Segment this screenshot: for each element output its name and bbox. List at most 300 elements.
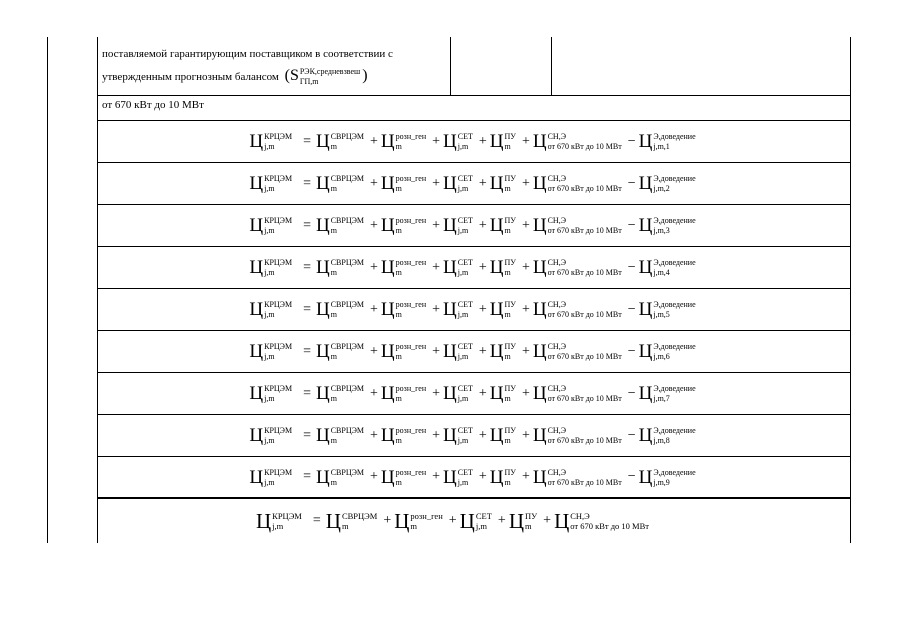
term-sup: СЕТ [457, 300, 473, 309]
term-sub: m [330, 352, 337, 361]
formula-term-3 [443, 384, 476, 403]
term-sup: СЕТ [457, 216, 473, 225]
term-sup: розн_ген [395, 426, 427, 435]
letter: Ц [532, 215, 547, 236]
term-sub: от 670 кВт до 10 МВт [547, 352, 622, 361]
formula-term-6 [639, 468, 699, 487]
formula-term-2 [381, 174, 429, 193]
term-sup: Э,доведение [653, 467, 696, 477]
term-sub: j,m [457, 352, 469, 361]
formula-term-3 [443, 342, 476, 361]
formula-term-2 [381, 300, 429, 319]
formula-term-4 [490, 216, 519, 235]
term-sub: m [504, 394, 511, 403]
term-sub: m [524, 520, 532, 531]
term-sub: m [330, 394, 337, 403]
letter: Ц [249, 257, 264, 278]
letter: Ц [532, 383, 547, 404]
term-sup: СВРЦЭМ [330, 216, 365, 225]
letter: Ц [508, 508, 524, 533]
minus-sign: − [627, 133, 636, 149]
plus-sign: + [521, 427, 530, 443]
formula-term-1 [316, 468, 367, 487]
plus-sign: + [432, 469, 441, 484]
formula-term-2 [394, 508, 446, 533]
term-sub: m [395, 310, 402, 319]
formula-term-4 [490, 258, 519, 277]
term-sup: СН,Э [547, 258, 566, 267]
term-sub: j,m,9 [653, 477, 670, 487]
term-sup: СЕТ [457, 426, 473, 435]
letter: Ц [249, 299, 264, 320]
term-sup: ПУ [504, 258, 516, 267]
letter: Ц [325, 508, 341, 533]
formula-term-6 [639, 258, 699, 277]
term-sub: от 670 кВт до 10 МВт [547, 394, 622, 403]
term-sup: КРЦЭМ [264, 426, 293, 435]
term-sub: m [395, 226, 402, 235]
formula-lhs [249, 132, 295, 151]
formula-term-6 [639, 426, 699, 445]
formula-term-4 [490, 132, 519, 151]
equals-sign: = [303, 427, 311, 443]
letter: Ц [489, 466, 504, 488]
term-sup: СЕТ [457, 174, 473, 183]
formula [98, 415, 850, 456]
minus-sign: − [627, 175, 636, 191]
letter: Ц [315, 131, 330, 152]
formula-term-5 [554, 508, 652, 533]
term-sub: m [504, 184, 511, 193]
plus-sign: + [521, 259, 530, 275]
letter: Ц [532, 257, 547, 278]
letter: Ц [249, 466, 264, 488]
term-sup: СН,Э [547, 342, 566, 351]
table-row-formula [98, 205, 850, 247]
plus-sign: + [383, 513, 392, 528]
term-sup: СЕТ [457, 258, 473, 267]
term-sub: j,m [264, 477, 275, 487]
table-row-formula [98, 121, 850, 163]
column-divider-1 [450, 37, 451, 95]
letter: Ц [380, 173, 395, 194]
symbol-s-gp [285, 65, 368, 87]
term-sub: от 670 кВт до 10 МВт [547, 226, 622, 235]
plus-sign: + [478, 427, 487, 443]
letter: Ц [532, 341, 547, 362]
term-sub: от 670 кВт до 10 МВт [547, 310, 622, 319]
term-sub: m [330, 226, 337, 235]
term-sub: m [504, 226, 511, 235]
letter: Ц [489, 341, 504, 362]
equals-sign: = [303, 259, 311, 275]
letter: Ц [315, 425, 330, 446]
letter: Ц [315, 383, 330, 404]
term-sup: СЕТ [457, 132, 473, 141]
term-sup: СН,Э [570, 510, 590, 521]
term-sup: ПУ [504, 216, 516, 225]
minus-sign: − [627, 301, 636, 317]
term-sup: СВРЦЭМ [330, 426, 365, 435]
letter: Ц [638, 215, 653, 236]
formula-term-4 [508, 508, 540, 533]
term-sub: m [341, 520, 349, 531]
term-sup: ПУ [504, 384, 516, 393]
term-sup: ПУ [504, 174, 516, 183]
plus-sign: + [521, 301, 530, 317]
letter: Ц [249, 131, 264, 152]
plus-sign: + [432, 217, 441, 233]
letter: Ц [315, 466, 330, 488]
minus-sign: − [627, 427, 636, 443]
term-sub: j,m,2 [653, 184, 670, 193]
formula-term-6 [639, 132, 699, 151]
formula-term-3 [443, 468, 476, 487]
formula-term-3 [459, 508, 495, 533]
symbol-scripts [300, 67, 360, 86]
letter: Ц [315, 215, 330, 236]
plus-sign: + [432, 343, 441, 359]
plus-sign: + [432, 133, 441, 149]
table-row-formula [98, 415, 850, 457]
symbol-open: (S [284, 67, 299, 84]
formula-term-3 [443, 258, 476, 277]
formula-lhs [249, 258, 295, 277]
top-row-line2-text: утвержденным прогнозным балансом [102, 71, 279, 83]
formula-term-2 [381, 258, 429, 277]
term-sup: КРЦЭМ [264, 300, 293, 309]
minus-sign: − [627, 259, 636, 275]
plus-sign: + [478, 259, 487, 275]
table-row-section [98, 96, 850, 121]
term-sup: розн_ген [395, 467, 427, 477]
formula-term-4 [490, 468, 519, 487]
formula [98, 457, 850, 497]
formula-term-5 [533, 468, 625, 487]
term-sup: СВРЦЭМ [330, 342, 365, 351]
letter: Ц [489, 257, 504, 278]
term-sup: ПУ [504, 342, 516, 351]
equals-sign: = [312, 513, 321, 528]
term-sub: j,m [264, 184, 275, 193]
term-sub: j,m [264, 268, 275, 277]
letter: Ц [380, 299, 395, 320]
term-sub: j,m [457, 184, 469, 193]
term-sub: m [504, 477, 511, 487]
term-sub: j,m [457, 436, 469, 445]
formula-lhs [249, 426, 295, 445]
term-sup: Э,доведение [653, 258, 696, 267]
letter: Ц [489, 131, 504, 152]
term-sup: розн_ген [395, 174, 427, 183]
term-sub: m [395, 436, 402, 445]
term-sub: m [330, 142, 337, 151]
plus-sign: + [478, 301, 487, 317]
formula-term-1 [316, 342, 367, 361]
term-sup: СН,Э [547, 216, 566, 225]
formula-term-4 [490, 174, 519, 193]
formula-term-1 [316, 132, 367, 151]
formula-term-5 [533, 300, 625, 319]
term-sub: от 670 кВт до 10 МВт [547, 184, 622, 193]
term-sup: СВРЦЭМ [341, 510, 378, 521]
term-sub: j,m,4 [653, 268, 670, 277]
plus-sign: + [370, 175, 378, 191]
term-sup: ПУ [524, 510, 538, 521]
formula-term-2 [381, 384, 429, 403]
term-sub: m [504, 142, 511, 151]
formula-term-3 [443, 426, 476, 445]
term-sub: j,m [457, 394, 469, 403]
term-sup: КРЦЭМ [264, 174, 293, 183]
term-sub: j,m,5 [653, 310, 670, 319]
letter: Ц [380, 425, 395, 446]
plus-sign: + [521, 175, 530, 191]
plus-sign: + [478, 175, 487, 191]
letter: Ц [489, 215, 504, 236]
term-sup: КРЦЭМ [264, 467, 293, 477]
plus-sign: + [432, 175, 441, 191]
term-sup: розн_ген [395, 132, 427, 141]
formula-term-5 [533, 174, 625, 193]
term-sup: СВРЦЭМ [330, 174, 365, 183]
formula [98, 331, 850, 372]
term-sub: j,m [457, 477, 469, 487]
formula-term-5 [533, 132, 625, 151]
formula-term-2 [381, 132, 429, 151]
plus-sign: + [432, 301, 441, 317]
term-sup: Э,доведение [653, 216, 696, 225]
term-sub: от 670 кВт до 10 МВт [547, 142, 622, 151]
term-sup: розн_ген [395, 300, 427, 309]
table-row-final-formula [98, 499, 850, 543]
term-sup: СВРЦЭМ [330, 384, 365, 393]
plus-sign: + [432, 427, 441, 443]
term-sup: СЕТ [457, 384, 473, 393]
term-sup: розн_ген [395, 216, 427, 225]
term-sup: розн_ген [395, 342, 427, 351]
plus-sign: + [370, 301, 378, 317]
table-row-formula [98, 247, 850, 289]
term-sup: КРЦЭМ [264, 258, 293, 267]
term-sub: m [330, 268, 337, 277]
term-sup: ПУ [504, 426, 516, 435]
term-sup: КРЦЭМ [264, 384, 293, 393]
formula-term-4 [490, 342, 519, 361]
formula [98, 289, 850, 330]
formula-term-1 [316, 174, 367, 193]
term-sup: розн_ген [395, 258, 427, 267]
term-sub: m [395, 268, 402, 277]
term-sup: СН,Э [547, 174, 566, 183]
term-sub: j,m [264, 310, 275, 319]
plus-sign: + [478, 343, 487, 359]
term-sub: m [504, 436, 511, 445]
plus-sign: + [521, 469, 530, 484]
term-sup: Э,доведение [653, 342, 696, 351]
term-sup: СВРЦЭМ [330, 467, 365, 477]
top-row-line1: поставляемой гарантирующим поставщиком в соответствии с [102, 48, 393, 60]
letter: Ц [380, 466, 395, 488]
letter: Ц [532, 466, 547, 488]
term-sub: j,m,1 [653, 142, 670, 151]
equals-sign: = [303, 343, 311, 359]
symbol-sub: ГП,m [299, 76, 319, 86]
term-sup: КРЦЭМ [264, 342, 293, 351]
formula [98, 373, 850, 414]
term-sup: СВРЦЭМ [330, 300, 365, 309]
lhs-sup: КРЦЭМ [272, 510, 302, 521]
letter: Ц [443, 173, 457, 194]
letter: Ц [443, 299, 457, 320]
letter: Ц [638, 257, 653, 278]
formula-term-5 [533, 384, 625, 403]
plus-sign: + [370, 469, 378, 484]
equals-sign: = [303, 301, 311, 317]
formula-term-5 [533, 216, 625, 235]
letter: Ц [554, 508, 570, 533]
formula-term-2 [381, 426, 429, 445]
term-sub: j,m [264, 394, 275, 403]
term-sup: СЕТ [457, 467, 473, 477]
tariff-table [97, 37, 851, 543]
term-sub: m [395, 352, 402, 361]
letter: Ц [489, 173, 504, 194]
equals-sign: = [303, 133, 311, 149]
term-sup: СЕТ [457, 342, 473, 351]
letter: Ц [489, 425, 504, 446]
term-sup: СЕТ [475, 510, 492, 521]
plus-sign: + [497, 513, 506, 528]
term-sup: СН,Э [547, 384, 566, 393]
term-sup: ПУ [504, 467, 516, 477]
plus-sign: + [478, 133, 487, 149]
formula-term-6 [639, 342, 699, 361]
lhs-sub: j,m [272, 520, 284, 531]
equals-sign: = [303, 469, 311, 484]
letter: Ц [443, 383, 457, 404]
term-sub: m [330, 184, 337, 193]
top-row-line2 [102, 65, 452, 88]
table-row-top [98, 37, 850, 96]
letter: Ц [380, 341, 395, 362]
formula-term-1 [316, 216, 367, 235]
term-sub: от 670 кВт до 10 МВт [570, 520, 649, 531]
term-sup: СВРЦЭМ [330, 258, 365, 267]
term-sub: j,m,8 [653, 436, 670, 445]
letter: Ц [532, 299, 547, 320]
plus-sign: + [521, 133, 530, 149]
term-sub: j,m [264, 226, 275, 235]
formula-term-1 [316, 426, 367, 445]
term-sub: j,m [457, 226, 469, 235]
term-sup: СН,Э [547, 467, 566, 477]
term-sub: j,m [457, 310, 469, 319]
formula-term-6 [639, 300, 699, 319]
formula-term-4 [490, 384, 519, 403]
formula [98, 247, 850, 288]
term-sub: m [330, 436, 337, 445]
equals-sign: = [303, 385, 311, 401]
term-sub: j,m [264, 352, 275, 361]
plus-sign: + [478, 217, 487, 233]
formula [98, 205, 850, 246]
formula-term-3 [443, 174, 476, 193]
final-formula [98, 499, 850, 543]
formula-lhs [249, 468, 295, 487]
term-sup: ПУ [504, 300, 516, 309]
formula-term-2 [381, 468, 429, 487]
letter: Ц [443, 215, 457, 236]
plus-sign: + [521, 385, 530, 401]
equals-sign: = [303, 175, 311, 191]
minus-sign: − [627, 217, 636, 233]
letter: Ц [532, 173, 547, 194]
plus-sign: + [448, 513, 457, 528]
column-divider-2 [551, 37, 552, 95]
formula-lhs [249, 216, 295, 235]
letter: Ц [315, 341, 330, 362]
formula-term-1 [316, 300, 367, 319]
formula [98, 121, 850, 162]
formula-lhs [249, 174, 295, 193]
formula-term-5 [533, 426, 625, 445]
formula-term-3 [443, 216, 476, 235]
term-sub: m [395, 394, 402, 403]
top-row-text [102, 43, 452, 88]
term-sup: Э,доведение [653, 426, 696, 435]
plus-sign: + [432, 385, 441, 401]
letter: Ц [315, 173, 330, 194]
letter: Ц [380, 215, 395, 236]
formula-term-1 [316, 258, 367, 277]
term-sup: Э,доведение [653, 174, 696, 183]
plus-sign: + [521, 343, 530, 359]
term-sub: m [395, 184, 402, 193]
letter: Ц [315, 257, 330, 278]
formula-term-4 [490, 426, 519, 445]
term-sub: j,m [264, 436, 275, 445]
plus-sign: + [370, 133, 378, 149]
letter: Ц [489, 299, 504, 320]
minus-sign: − [627, 385, 636, 401]
letter: Ц [249, 215, 264, 236]
term-sub: m [410, 520, 418, 531]
letter: Ц [443, 425, 457, 446]
plus-sign: + [370, 385, 378, 401]
margin-line [47, 37, 48, 543]
letter: Ц [443, 466, 457, 488]
term-sup: КРЦЭМ [264, 132, 293, 141]
formula-term-2 [381, 342, 429, 361]
term-sub: j,m [264, 142, 275, 151]
plus-sign: + [543, 513, 552, 528]
letter: Ц [638, 299, 653, 320]
plus-sign: + [370, 217, 378, 233]
plus-sign: + [478, 385, 487, 401]
formula-lhs [249, 300, 295, 319]
formula-term-3 [443, 132, 476, 151]
table-row-formula [98, 163, 850, 205]
term-sup: Э,доведение [653, 300, 696, 309]
letter: Ц [380, 131, 395, 152]
term-sub: m [504, 352, 511, 361]
term-sub: m [504, 310, 511, 319]
formula-term-6 [639, 384, 699, 403]
letter: Ц [380, 257, 395, 278]
formula-term-3 [443, 300, 476, 319]
term-sup: СН,Э [547, 300, 566, 309]
